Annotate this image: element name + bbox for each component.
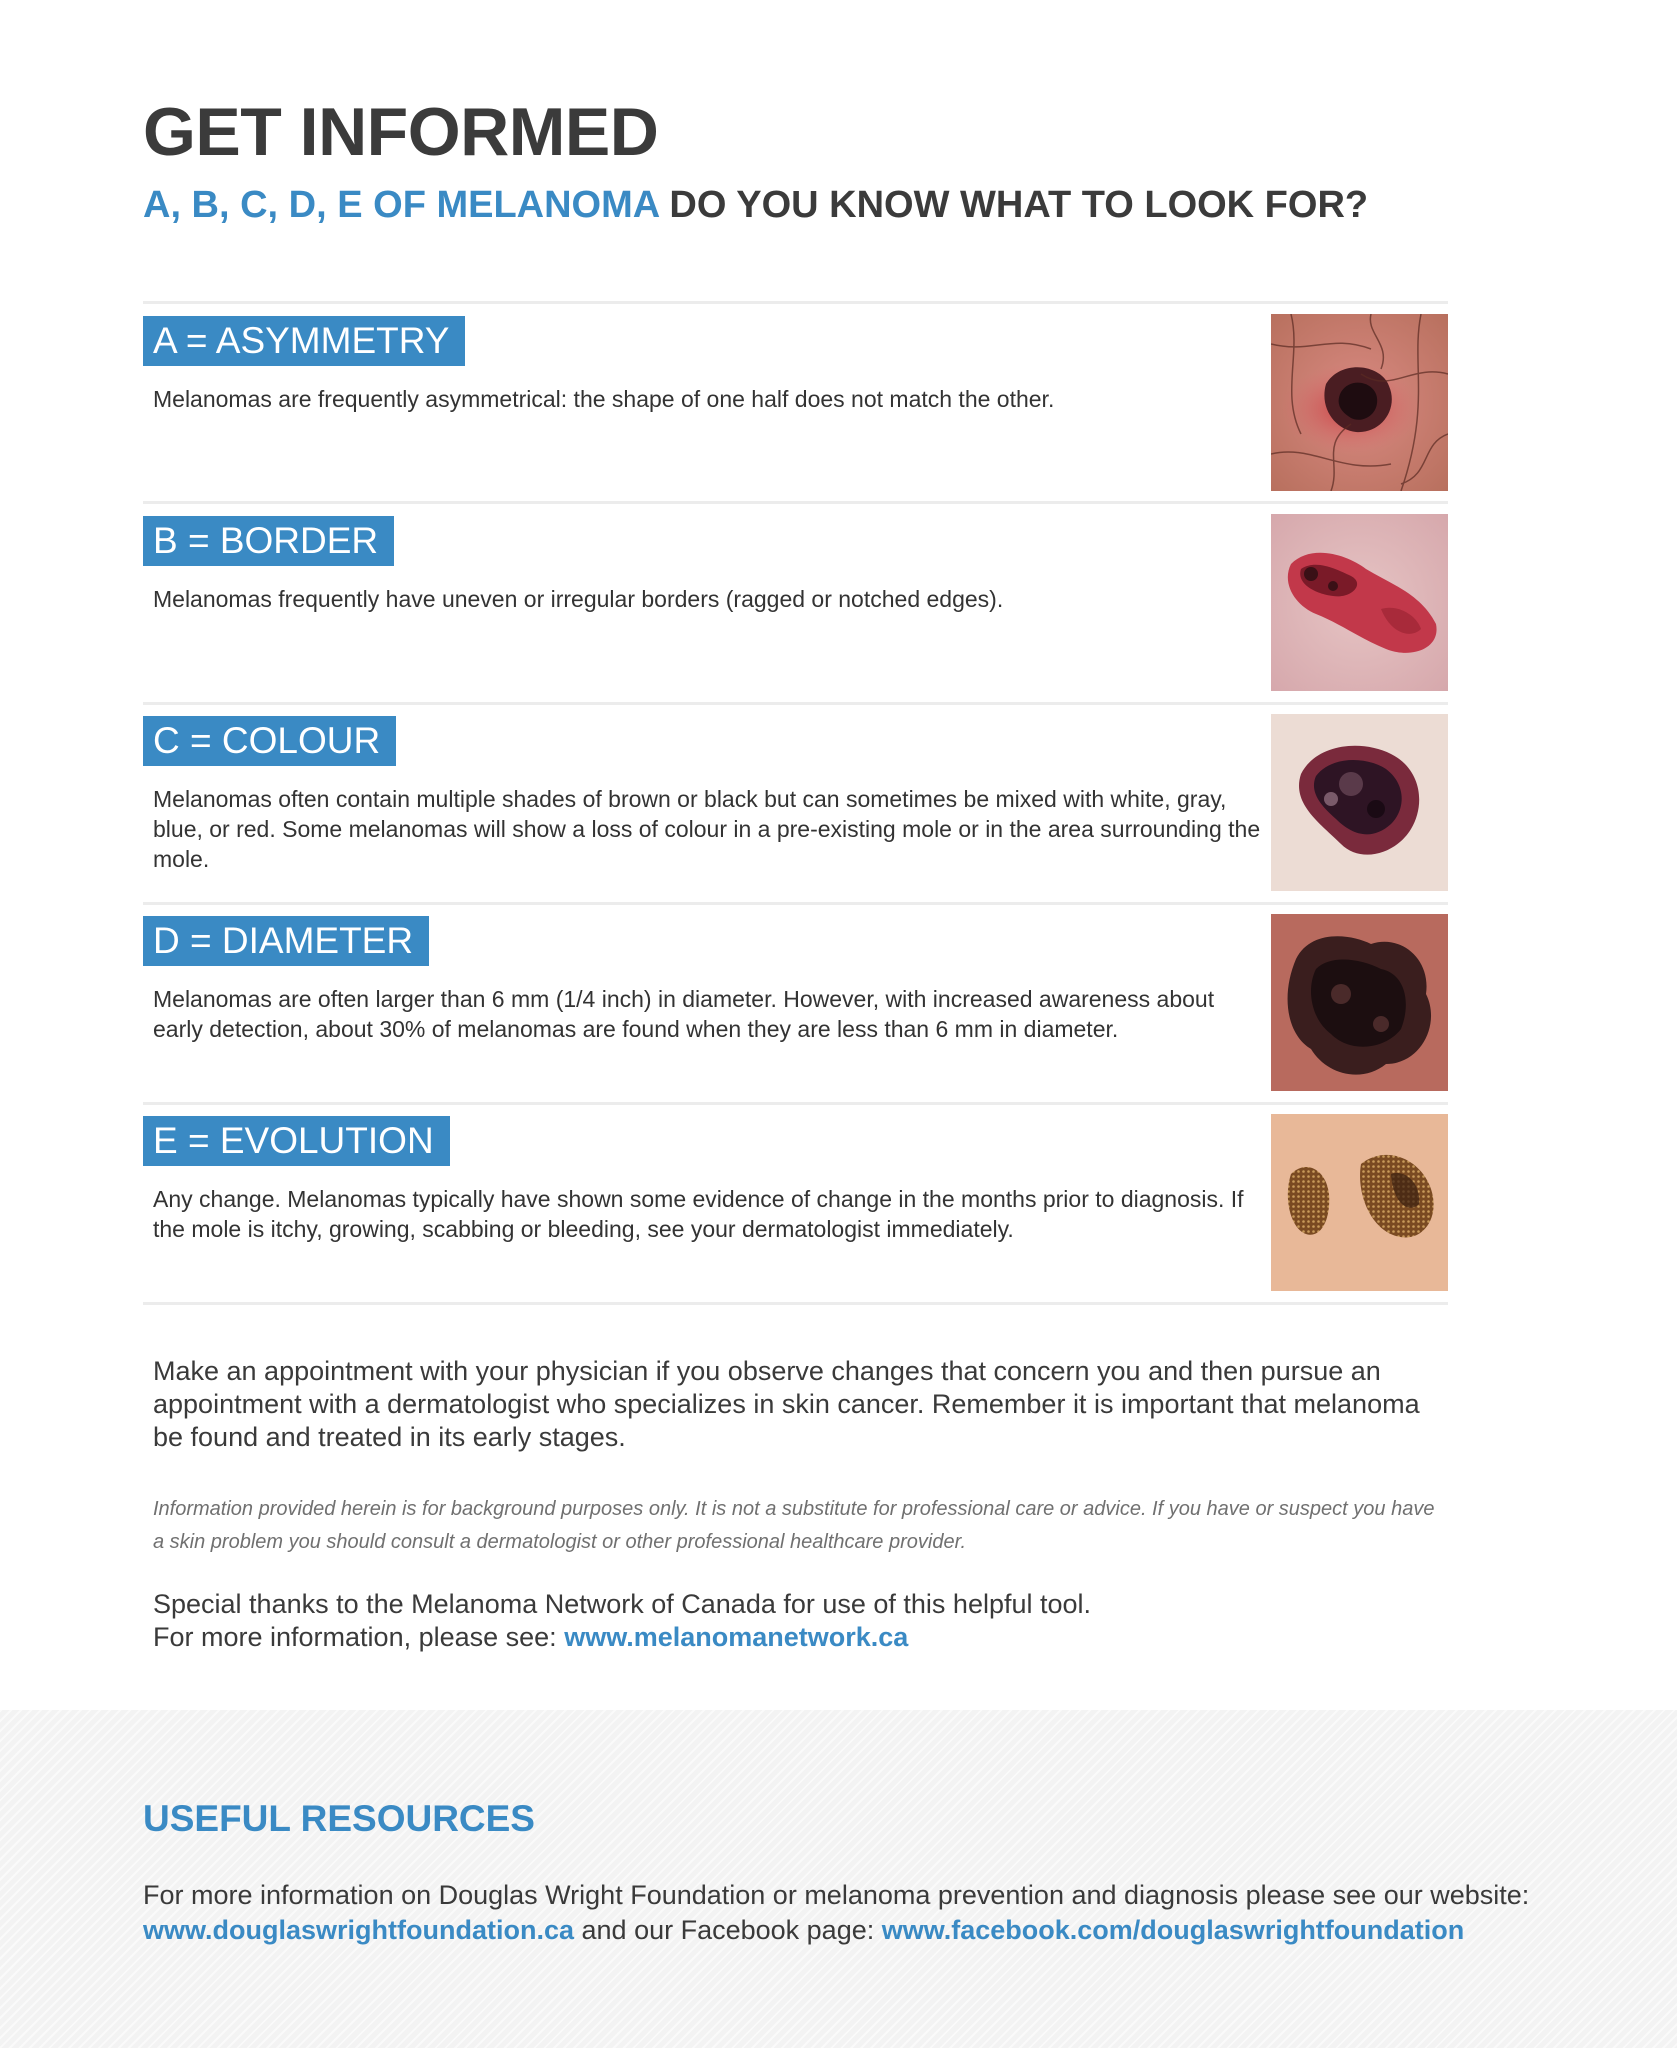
foundation-website-link[interactable]: www.douglaswrightfoundation.ca [143,1915,574,1945]
divider [143,1102,1448,1105]
lesion-image [1271,514,1448,691]
facebook-link[interactable]: www.facebook.com/douglaswrightfoundation [881,1915,1465,1945]
lesion-image [1271,1114,1448,1291]
divider [143,902,1448,905]
divider [143,301,1448,304]
lesion-image [1271,714,1448,891]
section-description: Melanomas often contain multiple shades of brown or black but can sometimes be mixed with white, gray, blue, or red. Some melanomas will show a loss of colour in a pre-existing mole or in the area surrounding the mole. [153,786,1261,872]
section-diameter [143,906,1448,1082]
evolution-lesion-photo [1271,1114,1448,1291]
section-label: D = DIAMETER [143,916,429,966]
resources-paragraph [143,1878,1663,1948]
page-subtitle [143,186,1368,224]
section-description: Melanomas are frequently asymmetrical: the shape of one half does not match the other. [153,386,1055,412]
colour-lesion-photo [1271,714,1448,891]
section-label: B = BORDER [143,516,394,566]
section-evolution [143,1106,1448,1282]
asymmetry-lesion-photo [1271,314,1448,491]
more-info-prefix: For more information, please see: [153,1622,557,1652]
diameter-lesion-photo [1271,914,1448,1091]
resources-line: For more information on Douglas Wright Foundation or melanoma prevention and diagnosis please see our website: [143,1880,1530,1910]
section-colour [143,706,1448,882]
divider [143,1302,1448,1305]
divider [143,501,1448,504]
subtitle-question: DO YOU KNOW WHAT TO LOOK FOR? [669,184,1369,226]
page-title: GET INFORMED [143,94,659,170]
divider [143,702,1448,705]
thanks-paragraph [153,1588,1443,1654]
subtitle-abcde: A, B, C, D, E OF MELANOMA [143,184,659,226]
resources-middle-text: and our Facebook page: [581,1915,875,1945]
melanoma-network-link[interactable]: www.melanomanetwork.ca [564,1622,909,1652]
lesion-image [1271,914,1448,1091]
section-border [143,506,1448,682]
section-label: E = EVOLUTION [143,1116,450,1166]
section-description: Melanomas frequently have uneven or irregular borders (ragged or notched edges). [153,586,1004,612]
border-lesion-photo [1271,514,1448,691]
thanks-line: Special thanks to the Melanoma Network of Canada for use of this helpful tool. [153,1589,1092,1619]
section-description: Melanomas are often larger than 6 mm (1/4 inch) in diameter. However, with increased awareness about early detection, about 30% of melanomas are found when they are less than 6 mm in diameter. [153,986,1215,1042]
advice-paragraph: Make an appointment with your physician if you observe changes that concern you and then pursue an appointment with a dermatologist who specializes in skin cancer. Remember it is important that melanoma be found and treated in its early stages. [153,1356,1420,1452]
resources-title: USEFUL RESOURCES [143,1798,535,1839]
section-description: Any change. Melanomas typically have shown some evidence of change in the months prior to diagnosis. If the mole is itchy, growing, scabbing or bleeding, see your dermatologist immediately. [153,1186,1244,1242]
lesion-image [1271,314,1448,491]
disclaimer: Information provided herein is for background purposes only. It is not a substitute for professional care or advice. If you have or suspect you have a skin problem you should consult a dermatologist or other professional healthcare provider. [153,1498,1435,1553]
section-asymmetry [143,306,1448,482]
section-label: A = ASYMMETRY [143,316,465,366]
section-label: C = COLOUR [143,716,396,766]
